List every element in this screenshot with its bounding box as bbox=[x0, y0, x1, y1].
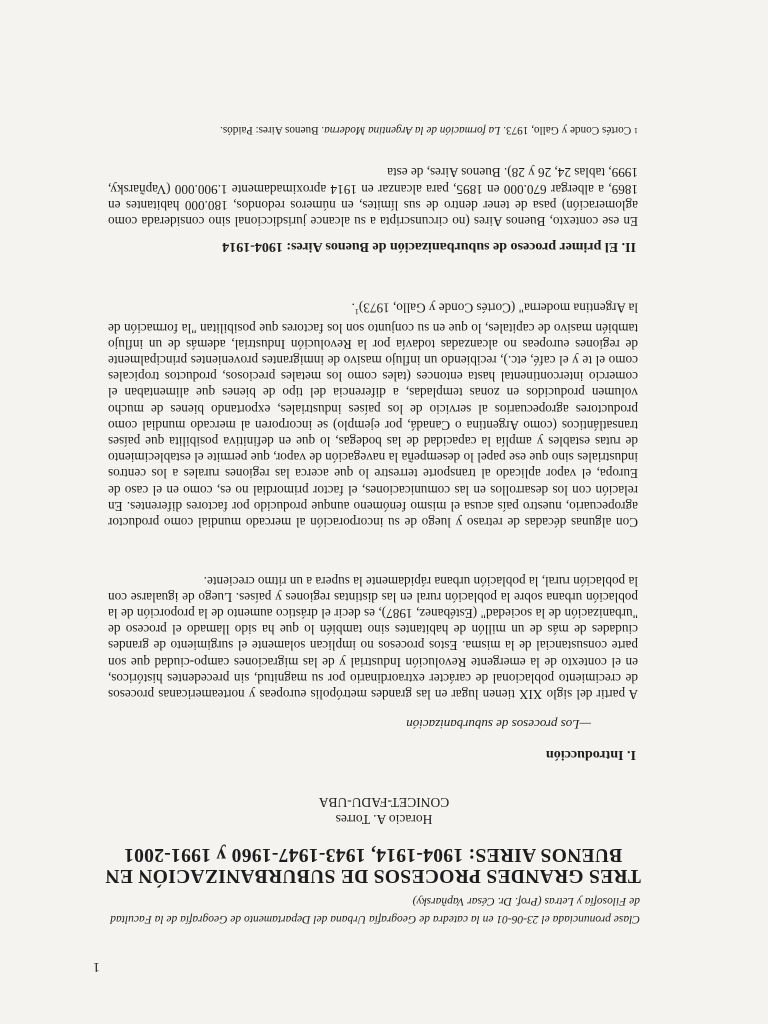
header-note: Clase pronunciada el 23-06-01 en la catedra de Geografía Urbana del Departamento de Geografía de la Facultad de Filosofía y Letras (Prof. Dr. César Vapñarsky) bbox=[110, 895, 640, 925]
paragraph-section2-1: En ese contexto, Buenos Aires (no circunscripta a su alcance jurisdiccional sino considerada como aglomeración) pasa de tener dentro de sus límites, en números redondos, 180.000 habitantes en 1869, a albergar 670.000 en 1895, para alcanzar en 1914 aproximadamente 1.900.000 (Vapñarsky, 1999, tablas 24, 26 y 28). Buenos Aires, de esta bbox=[108, 165, 638, 229]
author-affiliation: CONICET-FADU-UBA bbox=[318, 795, 450, 810]
footnote bbox=[158, 123, 638, 137]
footnote-reference: 1 bbox=[354, 307, 359, 317]
paragraph-intro-1: A partir del siglo XIX tienen lugar en las grandes metrópolis europeas y norteamericanas procesos de crecimiento poblacional de carácter extraordinario por su magnitud, sin precedentes históricos, en el contexto de la emergente Revolución Industrial y de las migraciones campo-ciudad que son parte consustancial de la misma. Estos procesos no implican solamente el surgimiento de grandes ciudades de más de un millón de habitantes sino también lo que ha sido llamado el proceso de "urbanización de la sociedad" (Estébanez, 1987), es decir el drástico aumento de la proporción de la población urbana sobre la población rural en las distintas regiones y países. Luego de igualarse con la población rural, la población urbana rápidamente la supera a un ritmo creciente. bbox=[108, 573, 638, 702]
section-subheading: —Los procesos de suburbanización bbox=[406, 717, 591, 732]
paragraph-intro-2-end: . bbox=[351, 300, 355, 316]
author-block bbox=[0, 794, 768, 828]
footnote-book-title: La formación de la Argentina Moderna bbox=[324, 124, 501, 136]
footnote-text-after: . Buenos Aires: Paidós. bbox=[220, 124, 325, 136]
page-number: 1 bbox=[93, 959, 100, 974]
footnote-mark: 1 bbox=[634, 126, 638, 135]
document-title: TRES GRANDES PROCESOS DE SUBURBANIZACIÓN EN BUENOS AIRES: 1904-1914, 1943-1947-1960 y 1991-2001 bbox=[105, 844, 641, 886]
footnote-text-before: Cortés Conde y Gallo, 1973. bbox=[500, 124, 632, 136]
section-heading-suburbanization: II. El primer proceso de suburbanización de Buenos Aires: 1904-1914 bbox=[222, 239, 636, 254]
section-heading-introduction: I. Introducción bbox=[546, 747, 636, 762]
paragraph-intro-2-text: Con algunas décadas de retraso y luego de su incorporación al mercado mundial como productor agropecuario, nuestro país acusa el mismo fenómeno aunque producido por factores diferentes. En relación con los desarrollos en las comunicaciones, el factor primordial no es, como en el caso de Europa, el vapor aplicado al transporte terrestre lo que acerca las regiones rurales a los centros industriales sino que ese papel lo desempeña la navegación de vapor, que permite el establecimiento de rutas estables y amplía la capacidad de las bodegas, lo que en definitiva posibilita que países transatlánticos (como Argentina o Canadá, por ejemplo) se incorporen al mercado mundial como productores agropecuarios al servicio de los países industriales, exportando bienes de mucho volumen producidos en zonas templadas, a diferencia del tipo de bienes que alimentaban el comercio intercontinental hasta entonces (tales como los metales preciosos, productos tropicales como el te y el café, etc.), recibiendo un influjo masivo de inmigrantes provenientes principalmente de regiones europeas no alcanzadas todavía por la Revolución Industrial, además de un influjo también masivo de capitales, lo que en su conjunto son los factores que posibilitan "la formación de la Argentina moderna" (Cortés Conde y Gallo, 1973) bbox=[108, 300, 638, 530]
author-name: Horacio A. Torres bbox=[335, 812, 433, 827]
paragraph-intro-2 bbox=[108, 300, 638, 530]
